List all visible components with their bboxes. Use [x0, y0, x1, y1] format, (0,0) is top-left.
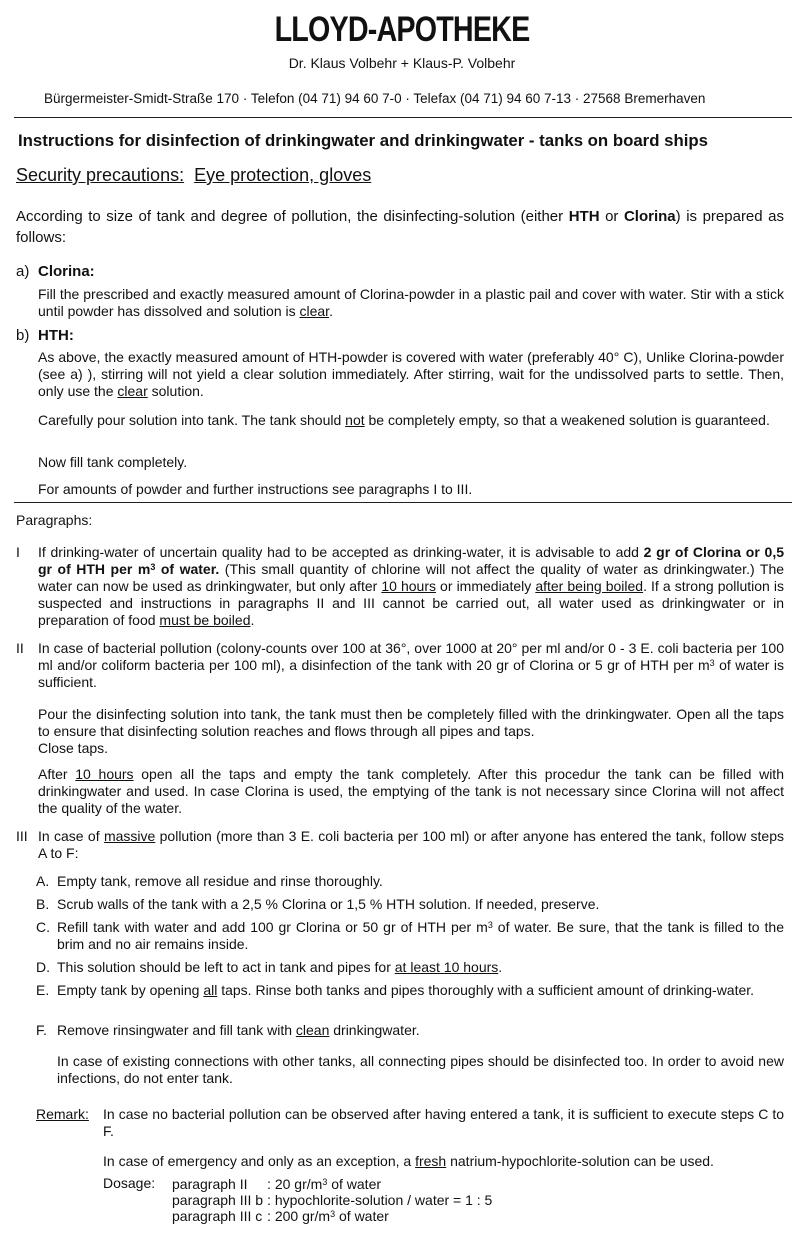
- step-A-letter: A.: [36, 873, 50, 889]
- section-a-underlined: clear: [299, 303, 330, 319]
- para-II-p3-a: After: [38, 766, 76, 782]
- step-C-text-a: Refill tank with water and add 100 gr Clorina or 50 gr of HTH per m: [57, 919, 488, 935]
- section-b-text1-body: As above, the exactly measured amount of HTH-powder is covered with water (preferably 40° C), Unlike Clorina-powder (see a) ), stirring will not yield a clear solution immediately. After stirring, wait for the undissolved parts to settle. Then, only use the: [38, 349, 784, 399]
- para-I-u2: after being boiled: [535, 578, 644, 594]
- dosage-label: Dosage:: [103, 1175, 156, 1191]
- paragraphs-label: Paragraphs:: [16, 512, 93, 528]
- step-D-text-a: This solution should be left to act in tank and pipes for: [57, 959, 395, 975]
- para-III-t2: pollution (more than 3 E. coli bacteria per 100 ml) or after anyone has entered the tank, follow steps A to F:: [38, 828, 785, 861]
- dosage-value-a: : hypochlorite-solution / water = 1 : 5: [267, 1192, 493, 1208]
- para-I-text: [38, 544, 784, 629]
- section-b-text2-b: be completely empty, so that a weakened solution is guaranteed.: [364, 412, 770, 428]
- security-value: Eye protection, gloves: [194, 165, 372, 185]
- pharmacy-name: LLOYD-APOTHEKE: [274, 10, 530, 49]
- dosage-value: [267, 1176, 496, 1192]
- dosage-value: [267, 1192, 496, 1208]
- intro-hth: HTH: [568, 208, 600, 225]
- section-b-text2-a: Carefully pour solution into tank. The tank should: [38, 412, 346, 428]
- dosage-paragraph: paragraph III b: [172, 1192, 264, 1208]
- remark-text2: [103, 1153, 784, 1170]
- remark-text2-b: natrium-hypochlorite-solution can be used.: [446, 1153, 714, 1169]
- address-line: Bürgermeister-Smidt-Straße 170 · Telefon (04 71) 94 60 7-0 · Telefax (04 71) 94 60 7-13 · 27568 Bremerhaven: [44, 91, 706, 106]
- security-label: Security precautions:: [16, 165, 185, 185]
- section-b-text2-underlined: not: [345, 412, 365, 428]
- section-b-letter: b): [16, 327, 30, 344]
- dosage-row: [172, 1192, 496, 1208]
- step-F-text-b: drinkingwater.: [329, 1022, 420, 1038]
- para-III-u1: massive: [103, 828, 156, 844]
- step-D-letter: D.: [36, 959, 50, 975]
- dosage-value-b: of water: [327, 1176, 382, 1192]
- para-II-p1-text: In case of bacterial pollution (colony-counts over 100 at 36°, over 1000 at 20° per ml and/or 0 - 3 E. coli bacteria per 100 ml and/or coliform bacteria per 100 ml), a disinfection of the tank with 20 gr of Clorina or 5 gr of HTH per m: [38, 640, 784, 673]
- intro-text-b: ) is prepared as follows:: [16, 208, 785, 246]
- step-B-letter: B.: [36, 896, 50, 912]
- para-II-p1-end: of water is sufficient.: [38, 657, 784, 690]
- step-D-text: [57, 959, 784, 976]
- para-I-number: I: [16, 544, 20, 560]
- step-D-text-b: .: [498, 959, 503, 975]
- intro-text-a: According to size of tank and degree of pollution, the disinfecting-solution (either: [16, 208, 569, 225]
- remark-label: Remark:: [36, 1106, 89, 1122]
- remark-text1: In case no bacterial pollution can be observed after having entered a tank, it is sufficient to execute steps C to F.: [103, 1106, 784, 1139]
- section-b-text3: Now fill tank completely.: [38, 454, 188, 470]
- section-a-text: [38, 286, 784, 320]
- section-b-heading: HTH:: [38, 327, 74, 344]
- document-title: Instructions for disinfection of drinkingwater and drinkingwater - tanks on board ships: [18, 131, 708, 150]
- para-II-p1-sup: 3: [709, 658, 715, 668]
- step-E-letter: E.: [36, 982, 50, 998]
- section-b-text1-underlined: clear: [117, 383, 148, 399]
- step-A-text: Empty tank, remove all residue and rinse thoroughly.: [57, 873, 383, 889]
- para-I-u1: 10 hours: [381, 578, 436, 594]
- dosage-value-b: of water: [335, 1208, 389, 1224]
- section-a-letter: a): [16, 263, 30, 280]
- para-III-t1: In case of: [38, 828, 104, 844]
- para-II-p3: [38, 766, 784, 817]
- step-B-text: Scrub walls of the tank with a 2,5 % Clorina or 1,5 % HTH solution. If needed, preserve.: [57, 896, 600, 912]
- step-F-underlined: clean: [295, 1022, 330, 1038]
- para-II-p3-underlined: 10 hours: [75, 766, 134, 782]
- para-II-p3-b: open all the taps and empty the tank completely. After this procedur the tank can be filled with drinkingwater and used. In case Clorina is used, the emptying of the tank is not necessary since Clorina will not affect the quality of the water.: [38, 766, 784, 816]
- step-C-text: [57, 919, 784, 953]
- section-b-text4: For amounts of powder and further instructions see paragraphs I to III.: [38, 481, 473, 497]
- step-C-letter: C.: [36, 919, 50, 935]
- dosage-paragraph: paragraph II: [172, 1176, 248, 1192]
- dosage-value-a: : 20 gr/m: [267, 1176, 323, 1192]
- step-F-text: [57, 1022, 784, 1039]
- step-F-letter: F.: [36, 1022, 47, 1038]
- dosage-table: [172, 1176, 496, 1224]
- para-I-t1: If drinking-water of uncertain quality had to be accepted as drinking-water, it is advisable to add: [38, 544, 644, 560]
- intro-clorina: Clorina: [623, 208, 676, 225]
- para-II-number: II: [16, 640, 24, 656]
- remark-text2-underlined: fresh: [415, 1153, 447, 1169]
- header-divider: [14, 117, 792, 118]
- para-II-p2b: Close taps.: [38, 740, 109, 756]
- step-C-sup: 3: [487, 920, 493, 930]
- para-III-number: III: [16, 828, 28, 844]
- para-I-u3: must be boiled: [159, 612, 251, 628]
- para-I-bold: 2 gr of Clorina or 0,5 gr of HTH per m: [38, 544, 784, 577]
- dosage-value: [267, 1208, 496, 1224]
- intro-paragraph: [16, 206, 784, 248]
- para-I-t5: .: [250, 612, 255, 628]
- section-a-body: Fill the prescribed and exactly measured amount of Clorina-powder in a plastic pail and cover with water. Stir with a stick until powder has dissolved and solution is: [38, 286, 784, 319]
- para-I-t4: . If a strong pollution is suspected and instructions in paragraphs II and III cannot be carried out, all water used as drinkingwater or in preparation of food: [38, 578, 785, 628]
- step-E-text: [57, 982, 784, 999]
- para-I-bold-sup: 3: [150, 562, 156, 572]
- section-a-end: .: [329, 303, 333, 319]
- remark-text2-a: In case of emergency and only as an exception, a: [103, 1153, 416, 1169]
- para-II-p1: [38, 640, 784, 691]
- step-E-text-a: Empty tank by opening: [57, 982, 204, 998]
- owners-line: Dr. Klaus Volbehr + Klaus-P. Volbehr: [288, 55, 516, 71]
- dosage-sup: 3: [330, 1209, 336, 1219]
- security-precautions: [16, 165, 371, 186]
- dosage-row: [172, 1208, 496, 1224]
- para-I-t2: (This small quantity of chlorine will not affect the quality of water as drinkingwater.) The water can now be used as drinkingwater, but only after: [38, 561, 785, 594]
- para-I-t3: or immediately: [436, 578, 536, 594]
- section-b-text1: [38, 349, 784, 400]
- intro-text-or: or: [599, 208, 624, 225]
- dosage-value-a: : 200 gr/m: [267, 1208, 331, 1224]
- para-III-intro: [38, 828, 784, 862]
- step-E-text-b: taps. Rinse both tanks and pipes thoroughly with a sufficient amount of drinking-water.: [217, 982, 755, 998]
- section-divider: [14, 502, 792, 503]
- step-E-underlined: all: [203, 982, 218, 998]
- dosage-paragraph: paragraph III c: [172, 1208, 263, 1224]
- dosage-sup: 3: [322, 1177, 328, 1187]
- para-I-bold-end: of water.: [155, 561, 220, 577]
- para-II-p2: Pour the disinfecting solution into tank, the tank must then be completely filled with the drinkingwater. Open all the taps to ensure that disinfecting solution reaches and flows through all pipes and taps.: [38, 706, 784, 739]
- section-b-text2: [38, 412, 784, 429]
- step-D-underlined: at least 10 hours: [394, 959, 499, 975]
- dosage-row: [172, 1176, 496, 1192]
- section-b-text1-end: solution.: [147, 383, 204, 399]
- step-F-text-a: Remove rinsingwater and fill tank with: [57, 1022, 296, 1038]
- step-C-text-b: of water. Be sure, that the tank is filled to the brim and no air remains inside.: [57, 919, 784, 952]
- para-III-closing: In case of existing connections with other tanks, all connecting pipes should be disinfected too. In order to avoid new infections, do not enter tank.: [57, 1053, 784, 1086]
- section-a-heading: Clorina:: [38, 263, 95, 280]
